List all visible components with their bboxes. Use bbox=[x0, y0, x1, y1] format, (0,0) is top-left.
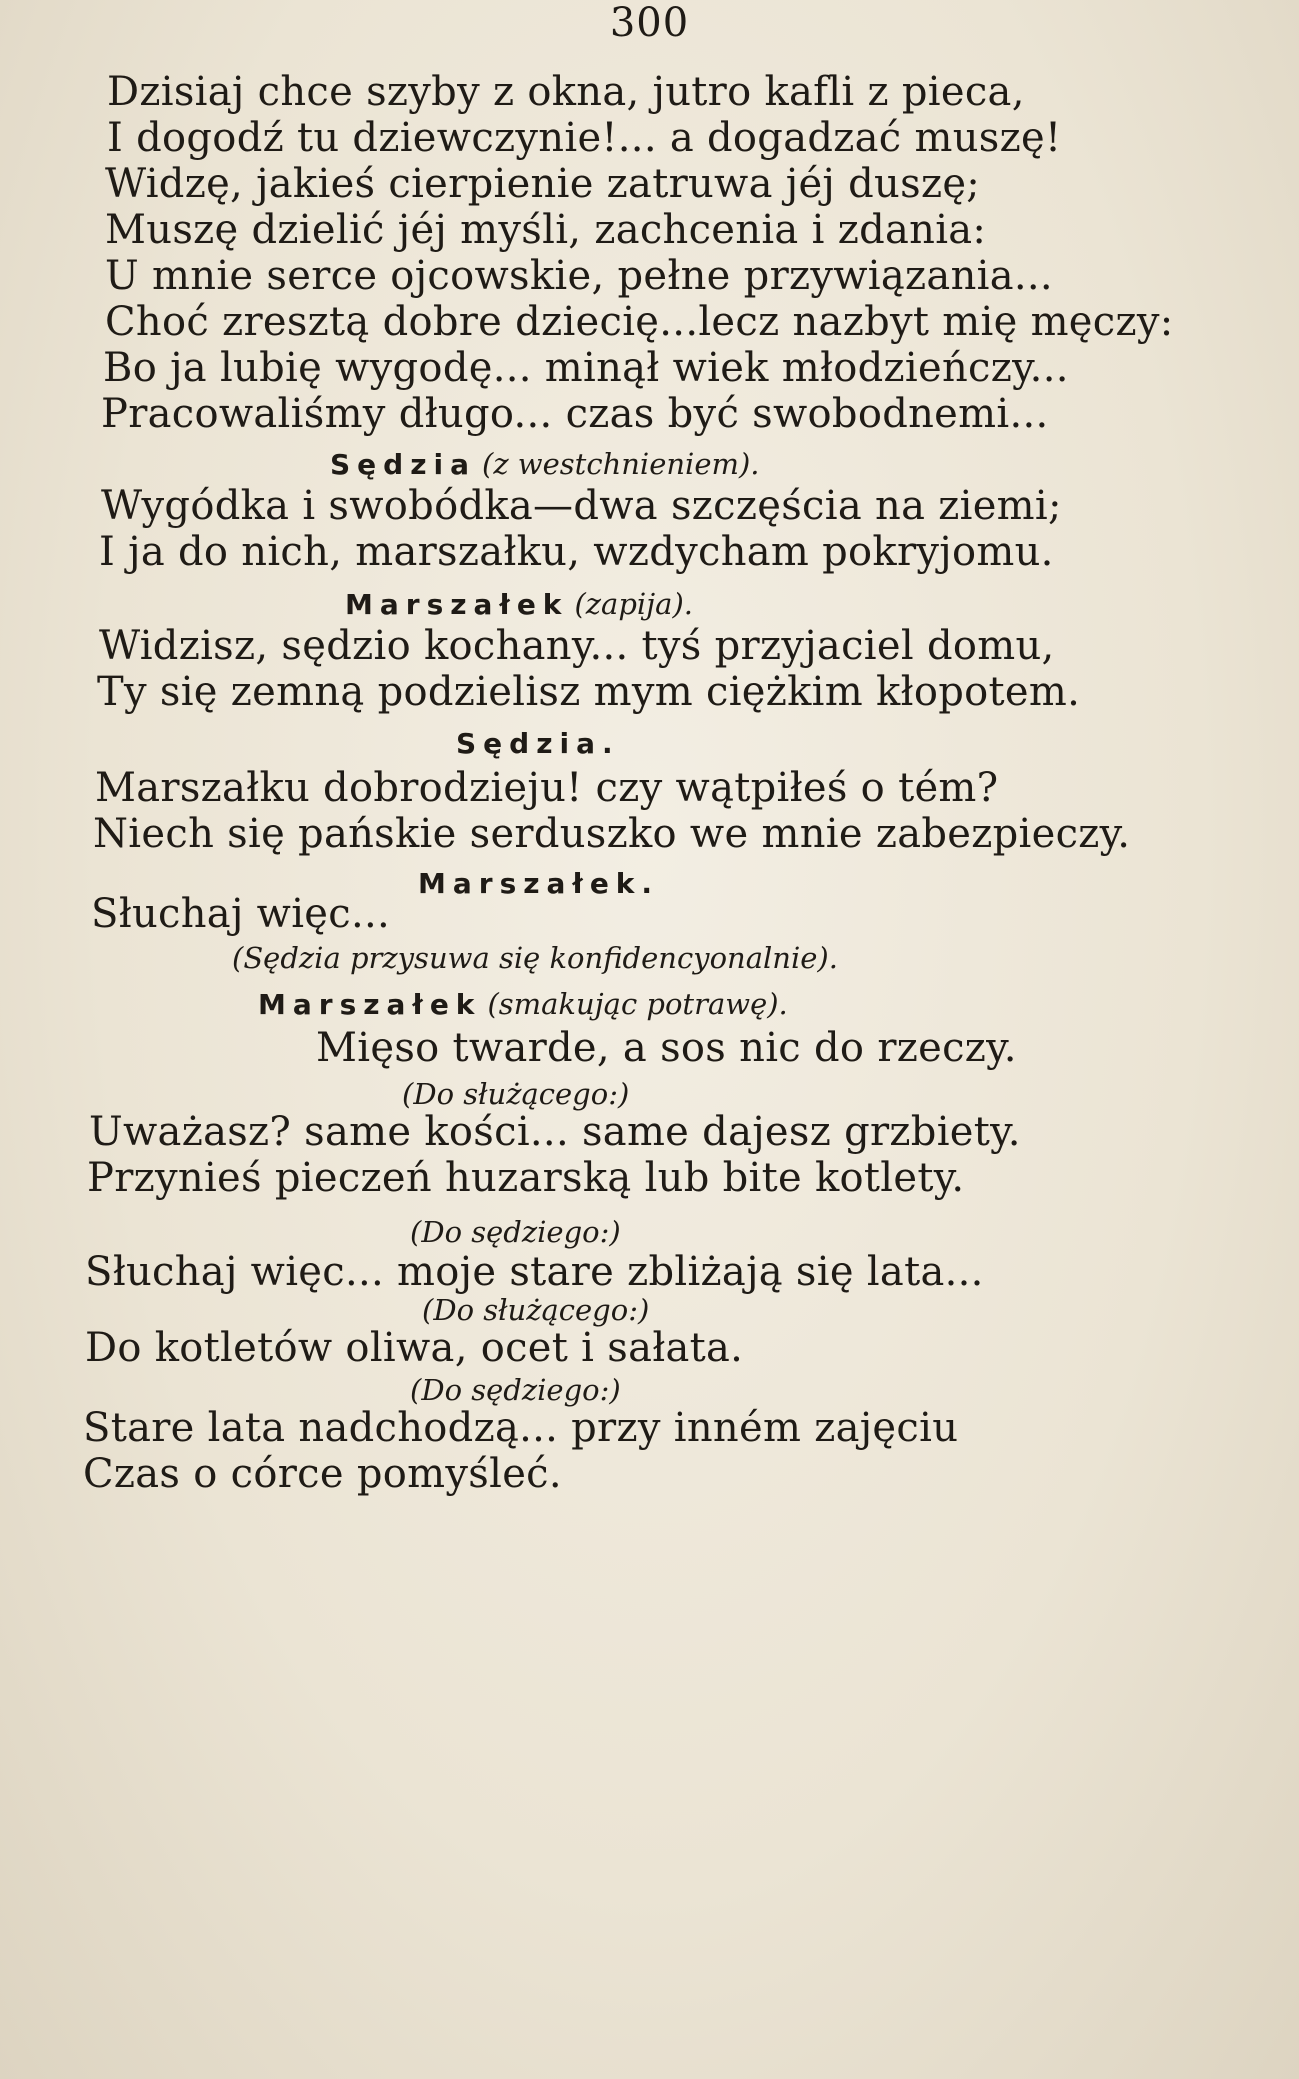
stage-direction: (Sędzia przysuwa się konfidencyonalnie). bbox=[232, 941, 838, 975]
speaker-direction: (smakując potrawę). bbox=[487, 987, 788, 1021]
verse-line: Marszałku dobrodzieju! czy wątpiłeś o tém? bbox=[95, 765, 999, 811]
speaker-heading bbox=[418, 866, 659, 902]
verse-line: Widzę, jakieś cierpienie zatruwa jéj duszę; bbox=[105, 161, 981, 207]
verse-line: Dzisiaj chce szyby z okna, jutro kafli z pieca, bbox=[107, 69, 1025, 115]
speaker-heading bbox=[345, 586, 693, 623]
speaker-direction: (z westchnieniem). bbox=[482, 447, 760, 481]
speaker-name: Sędzia bbox=[330, 448, 476, 481]
page-number: 300 bbox=[609, 0, 690, 46]
verse-line: Ty się zemną podzielisz mym ciężkim kłopotem. bbox=[97, 669, 1081, 715]
verse-line: Bo ja lubię wygodę... minął wiek młodzieńczy... bbox=[103, 345, 1069, 391]
stage-direction: (Do służącego:) bbox=[422, 1293, 650, 1327]
verse-line: Pracowaliśmy długo... czas być swobodnemi... bbox=[101, 391, 1049, 437]
speaker-name: Sędzia. bbox=[456, 727, 620, 760]
verse-line: Czas o córce pomyśleć. bbox=[83, 1451, 562, 1497]
verse-line: Przynieś pieczeń huzarską lub bite kotlety. bbox=[87, 1155, 965, 1201]
speaker-heading bbox=[330, 446, 760, 483]
speaker-direction: (zapija). bbox=[574, 587, 693, 621]
stage-direction: (Do sędziego:) bbox=[410, 1373, 621, 1407]
speaker-name: Marszałek bbox=[345, 588, 569, 621]
verse-line: Niech się pańskie serduszko we mnie zabezpieczy. bbox=[93, 811, 1131, 857]
verse-line: I dogodź tu dziewczynie!... a dogadzać muszę! bbox=[107, 115, 1062, 161]
speaker-heading bbox=[456, 726, 620, 762]
verse-line: Muszę dzielić jéj myśli, zachcenia i zdania: bbox=[105, 207, 987, 253]
verse-line: U mnie serce ojcowskie, pełne przywiązania... bbox=[105, 253, 1053, 299]
verse-line: Słuchaj więc... moje stare zbliżają się lata... bbox=[85, 1249, 984, 1295]
speaker-name: Marszałek. bbox=[418, 867, 660, 900]
verse-line: Widzisz, sędzio kochany... tyś przyjaciel domu, bbox=[99, 623, 1055, 669]
stage-direction: (Do sędziego:) bbox=[410, 1215, 621, 1249]
speaker-heading bbox=[258, 986, 788, 1023]
verse-line: Choć zresztą dobre dziecię...lecz nazbyt mię męczy: bbox=[105, 299, 1174, 345]
verse-line: Do kotletów oliwa, ocet i sałata. bbox=[85, 1325, 744, 1371]
verse-line: I ja do nich, marszałku, wzdycham pokryjomu. bbox=[99, 529, 1054, 575]
verse-line: Mięso twarde, a sos nic do rzeczy. bbox=[316, 1025, 1017, 1071]
stage-direction: (Do służącego:) bbox=[402, 1077, 630, 1111]
speaker-name: Marszałek bbox=[258, 988, 482, 1021]
verse-line: Słuchaj więc... bbox=[91, 891, 391, 937]
verse-line: Stare lata nadchodzą... przy inném zajęciu bbox=[83, 1405, 959, 1451]
verse-line: Wygódka i swobódka—dwa szczęścia na ziemi; bbox=[101, 483, 1062, 529]
verse-line: Uważasz? same kości... same dajesz grzbiety. bbox=[89, 1109, 1021, 1155]
